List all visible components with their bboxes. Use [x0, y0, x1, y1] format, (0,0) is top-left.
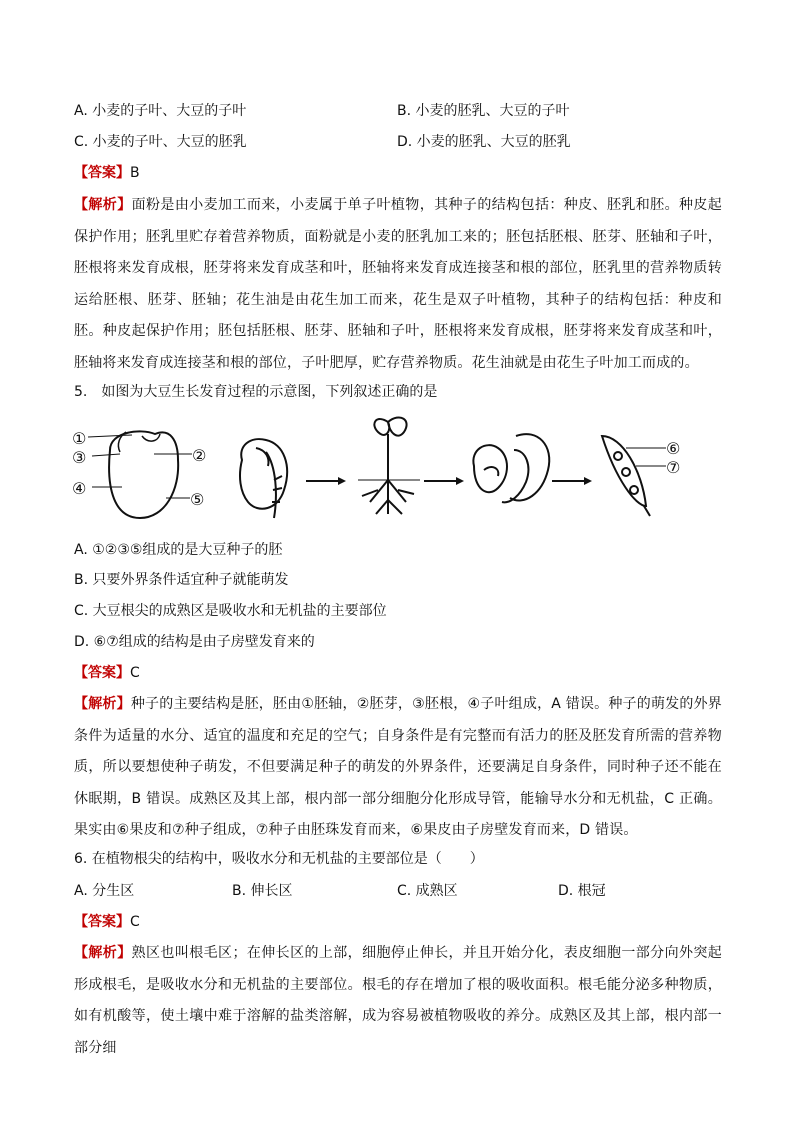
seedling: [358, 417, 420, 514]
soybean-growth-figure: [70, 410, 710, 528]
seed-diagram: [88, 431, 192, 518]
q5-stem: 5. 如图为大豆生长发育过程的示意图，下列叙述正确的是: [74, 384, 438, 400]
q4-option-b: B. 小麦的胚乳、大豆的子叶: [397, 103, 570, 119]
figure-label-5: ⑤: [190, 490, 205, 509]
figure-label-1: ①: [72, 429, 87, 448]
q5-option-d: D. ⑥⑦组成的结构是由子房壁发育来的: [74, 634, 315, 650]
q4-option-c: C. 小麦的子叶、大豆的胚乳: [74, 134, 247, 150]
answer-label: 【答案】: [74, 665, 130, 681]
q4-answer: [74, 163, 140, 183]
q4-option-d: D. 小麦的胚乳、大豆的胚乳: [397, 134, 571, 150]
answer-label: 【答案】: [74, 914, 130, 930]
analysis-text: 面粉是由小麦加工而来，小麦属于单子叶植物，其种子的结构包括：种皮、胚乳和胚。种皮起保护作用；胚乳里贮存着营养物质，面粉就是小麦的胚乳加工来的；胚包括胚根、胚芽、胚轴和子叶，胚根将来发育成根，胚芽将来发育成茎和叶，胚轴将来发育成连接茎和根的部位，胚乳里的营养物质转运给胚根、胚芽、胚轴；花生油是由花生加工而来，花生是双子叶植物，其种子的结构包括：种皮和胚。种皮起保护作用；胚包括胚根、胚芽、胚轴和子叶，胚根将来发育成根，胚芽将来发育成茎和叶，胚轴将来发育成连接茎和根的部位，子叶肥厚，贮存营养物质。花生油就是由花生子叶加工而成的。: [74, 197, 722, 371]
q6-option-b: B. 伸长区: [232, 883, 293, 899]
q6-answer: [74, 912, 140, 932]
analysis-text: 熟区也叫根毛区；在伸长区的上部，细胞停止伸长，并且开始分化，表皮细胞一部分向外突起形成根毛，是吸收水分和无机盐的主要部位。根毛的存在增加了根的吸收面积。根毛能分泌多种物质，如有机酸等，使土壤中难于溶解的盐类溶解，成为容易被植物吸收的养分。成熟区及其上部，根内部一部分细: [74, 945, 722, 1056]
analysis-label: 【解析】: [74, 945, 132, 961]
answer-value: C: [130, 665, 140, 681]
answer-value: C: [130, 914, 140, 930]
q6-stem: 6. 在植物根尖的结构中，吸收水分和无机盐的主要部位是（ ）: [74, 851, 484, 867]
q5-option-a: A. ①②③⑤组成的是大豆种子的胚: [74, 542, 283, 558]
q6-option-d: D. 根冠: [558, 883, 606, 899]
germinating-seed: [240, 439, 287, 518]
q5-analysis: [74, 689, 722, 847]
figure-label-6: ⑥: [666, 439, 681, 458]
answer-value: B: [130, 165, 140, 181]
answer-label: 【答案】: [74, 165, 130, 181]
analysis-label: 【解析】: [74, 197, 132, 213]
figure-label-2: ②: [192, 446, 207, 465]
q5-option-b: B. 只要外界条件适宜种子就能萌发: [74, 572, 289, 588]
q4-analysis: [74, 190, 722, 379]
analysis-label: 【解析】: [74, 696, 131, 712]
figure-label-4: ④: [72, 479, 87, 498]
q6-analysis: [74, 938, 722, 1064]
figure-label-3: ③: [72, 448, 87, 467]
q5-answer: [74, 663, 140, 683]
q6-option-a: A. 分生区: [74, 883, 135, 899]
figure-label-7: ⑦: [666, 458, 681, 477]
flower: [473, 434, 549, 502]
q5-option-c: C. 大豆根尖的成熟区是吸收水和无机盐的主要部位: [74, 603, 387, 619]
q4-option-a: A. 小麦的子叶、大豆的子叶: [74, 103, 247, 119]
analysis-text: 种子的主要结构是胚，胚由①胚轴，②胚芽，③胚根，④子叶组成，A 错误。种子的萌发的外界条件为适量的水分、适宜的温度和充足的空气；自身条件是有完整而有活力的胚及胚发育所需的营养物质，所以要想使种子萌发，不但要满足种子的萌发的外界条件，还要满足自身条件，同时种子还不能在休眠期，B 错误。成熟区及其上部，根内部一部分细胞分化形成导管，能输导水分和无机盐，C 正确。果实由⑥果皮和⑦种子组成，⑦种子由胚珠发育而来，⑥果皮由子房壁发育而来，D 错误。: [74, 696, 722, 838]
q6-option-c: C. 成熟区: [397, 883, 458, 899]
pod: [602, 436, 666, 516]
